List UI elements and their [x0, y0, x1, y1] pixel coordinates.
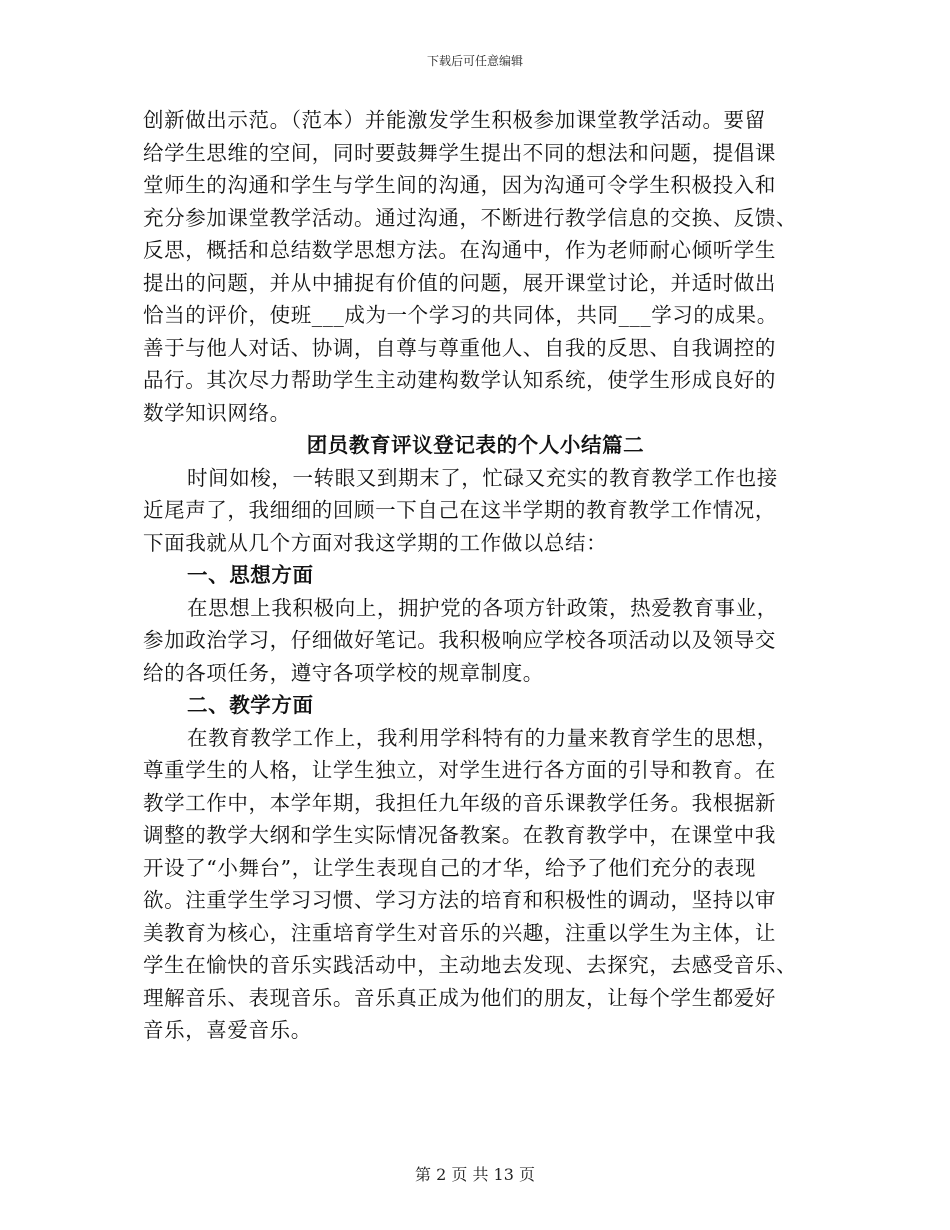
- body-line: 恰当的评价，使班___成为一个学习的共同体，共同___学习的成果。: [143, 303, 778, 327]
- body-line: 下面我就从几个方面对我这学期的工作做以总结：: [143, 530, 608, 555]
- body-line: 教学工作中，本学年期，我担任九年级的音乐课教学任务。我根据新: [143, 790, 776, 815]
- subheading-teaching: 二、教学方面: [187, 693, 314, 717]
- body-line: 堂师生的沟通和学生与学生间的沟通，因为沟通可令学生积极投入和: [143, 173, 776, 197]
- body-line: 参加政治学习，仔细做好笔记。我积极响应学校各项活动以及领导交: [143, 628, 776, 652]
- body-line: 给学生思维的空间，同时要鼓舞学生提出不同的想法和问题，提倡课: [143, 140, 776, 165]
- body-line: 美教育为核心，注重培育学生对音乐的兴趣，注重以学生为主体，让: [143, 920, 776, 945]
- body-line: 数学知识网络。: [143, 400, 291, 425]
- body-line: 调整的教学大纲和学生实际情况备教案。在教育教学中，在课堂中我: [143, 823, 776, 847]
- body-line: 近尾声了，我细细的回顾一下自己在这半学期的教育教学工作情况，: [143, 498, 776, 522]
- body-line: 理解音乐、表现音乐。音乐真正成为他们的朋友，让每个学生都爱好: [143, 985, 776, 1010]
- body-line: 善于与他人对话、协调，自尊与尊重他人、自我的反思、自我调控的: [143, 335, 776, 360]
- document-body: [143, 104, 808, 1047]
- body-line: 反思，概括和总结数学思想方法。在沟通中，作为老师耐心倾听学生: [143, 238, 776, 262]
- body-line: 时间如梭，一转眼又到期末了，忙碌又充实的教育教学工作也接: [187, 465, 778, 490]
- body-line: 在教育教学工作上，我利用学科特有的力量来教育学生的思想，: [187, 725, 778, 750]
- body-line: 充分参加课堂教学活动。通过沟通，不断进行教学信息的交换、反馈、: [143, 205, 798, 230]
- body-line: 创新做出示范。（范本）并能激发学生积极参加课堂教学活动。要留: [143, 108, 766, 132]
- body-line: 开设了“小舞台”，让学生表现自己的才华，给予了他们充分的表现: [143, 855, 756, 880]
- body-line: 在思想上我积极向上，拥护党的各项方针政策，热爱教育事业，: [187, 595, 778, 620]
- body-line: 品行。其次尽力帮助学生主动建构数学认知系统，使学生形成良好的: [143, 368, 776, 392]
- body-line: 学生在愉快的音乐实践活动中，主动地去发现、去探究，去感受音乐、: [143, 953, 798, 977]
- body-line: 尊重学生的人格，让学生独立，对学生进行各方面的引导和教育。在: [143, 758, 776, 782]
- body-line: 给的各项任务，遵守各项学校的规章制度。: [143, 660, 544, 685]
- body-line: 音乐，喜爱音乐。: [143, 1018, 312, 1042]
- body-line: 欲。注重学生学习习惯、学习方法的培育和积极性的调动，坚持以审: [143, 888, 776, 912]
- subheading-thought: 一、思想方面: [187, 563, 314, 587]
- body-line: 提出的问题，并从中捕捉有价值的问题，展开课堂讨论，并适时做出: [143, 270, 776, 295]
- section-title: 团员教育评议登记表的个人小结篇二: [306, 433, 645, 457]
- page-header-note: 下载后可任意编辑: [426, 54, 523, 68]
- page-number-footer: 第 2 页 共 13 页: [415, 1165, 535, 1184]
